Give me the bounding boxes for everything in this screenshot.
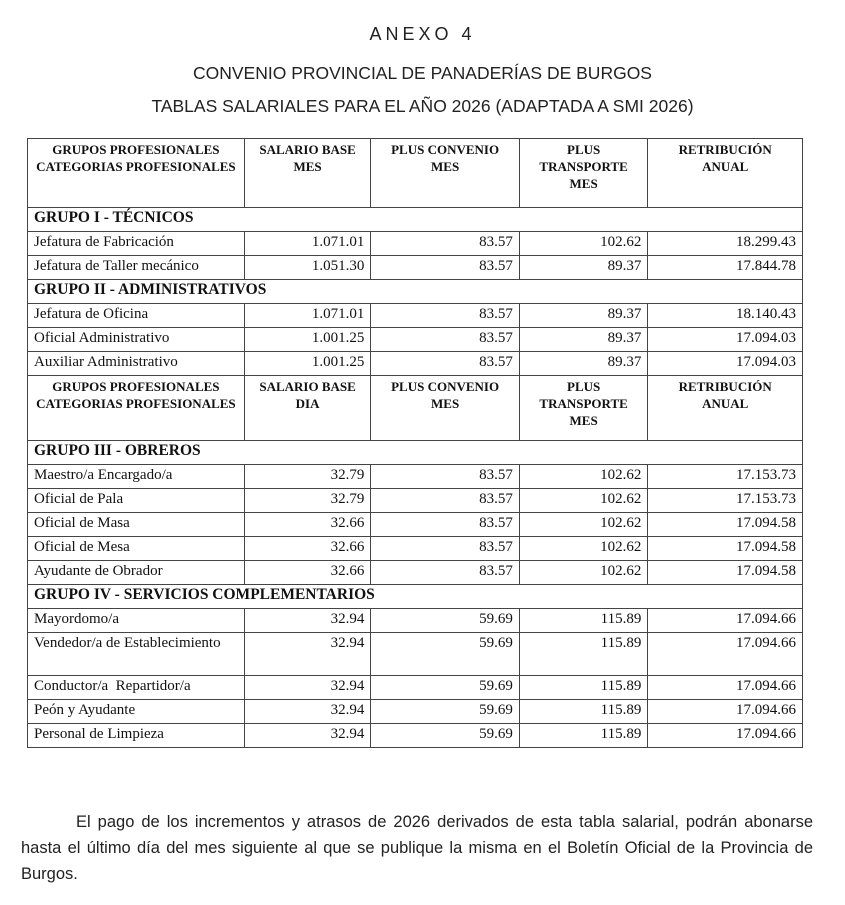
table-row — [28, 609, 803, 633]
document-subtitle: TABLAS SALARIALES PARA EL AÑO 2026 (ADAPTADA A SMI 2026) — [151, 96, 694, 116]
plus-transporte-cell: 89.37 — [519, 256, 647, 280]
table-row — [28, 352, 803, 376]
group-title: GRUPO IV - SERVICIOS COMPLEMENTARIOS — [28, 585, 803, 609]
category-cell: Oficial de Pala — [28, 489, 245, 513]
table-row — [28, 256, 803, 280]
salario-base-cell: 32.79 — [244, 465, 370, 489]
salario-base-cell: 32.94 — [244, 724, 370, 748]
table-row — [28, 232, 803, 256]
salario-base-cell: 1.071.01 — [244, 232, 370, 256]
category-cell: Vendedor/a de Establecimiento — [28, 633, 245, 676]
retribucion-anual-cell: 17.153.73 — [648, 489, 803, 513]
plus-convenio-cell: 83.57 — [371, 465, 520, 489]
group-row — [28, 280, 803, 304]
group-title: GRUPO III - OBREROS — [28, 441, 803, 465]
header-salario-base-dia: SALARIO BASE DIA — [244, 376, 370, 441]
plus-convenio-cell: 83.57 — [371, 513, 520, 537]
category-cell: Jefatura de Fabricación — [28, 232, 245, 256]
plus-convenio-cell: 59.69 — [371, 724, 520, 748]
plus-transporte-cell: 115.89 — [519, 609, 647, 633]
plus-transporte-cell: 102.62 — [519, 489, 647, 513]
retribucion-anual-cell: 17.094.58 — [648, 513, 803, 537]
salario-base-cell: 32.66 — [244, 561, 370, 585]
table-row — [28, 465, 803, 489]
salary-table — [27, 138, 803, 748]
category-cell: Peón y Ayudante — [28, 700, 245, 724]
plus-convenio-cell: 59.69 — [371, 676, 520, 700]
category-cell: Oficial de Mesa — [28, 537, 245, 561]
plus-transporte-cell: 115.89 — [519, 633, 647, 676]
group-title: GRUPO I - TÉCNICOS — [28, 208, 803, 232]
plus-transporte-cell: 89.37 — [519, 328, 647, 352]
category-cell: Ayudante de Obrador — [28, 561, 245, 585]
plus-transporte-cell: 89.37 — [519, 352, 647, 376]
table-header-daily — [28, 376, 803, 441]
group-row — [28, 208, 803, 232]
salario-base-cell: 32.66 — [244, 537, 370, 561]
category-cell: Personal de Limpieza — [28, 724, 245, 748]
plus-convenio-cell: 59.69 — [371, 609, 520, 633]
plus-transporte-cell: 115.89 — [519, 676, 647, 700]
retribucion-anual-cell: 17.094.03 — [648, 328, 803, 352]
retribucion-anual-cell: 17.094.66 — [648, 724, 803, 748]
retribucion-anual-cell: 17.094.58 — [648, 561, 803, 585]
table-row — [28, 700, 803, 724]
plus-convenio-cell: 83.57 — [371, 328, 520, 352]
header-plus-transporte: PLUS TRANSPORTE MES — [519, 376, 647, 441]
plus-convenio-cell: 83.57 — [371, 232, 520, 256]
header-salario-base: SALARIO BASE MES — [244, 139, 370, 208]
table-row — [28, 633, 803, 676]
retribucion-anual-cell: 17.094.66 — [648, 633, 803, 676]
table-row — [28, 724, 803, 748]
salario-base-cell: 32.79 — [244, 489, 370, 513]
category-cell: Auxiliar Administrativo — [28, 352, 245, 376]
table-row — [28, 513, 803, 537]
plus-transporte-cell: 102.62 — [519, 513, 647, 537]
category-cell: Oficial de Masa — [28, 513, 245, 537]
table-row — [28, 304, 803, 328]
plus-convenio-cell: 83.57 — [371, 561, 520, 585]
retribucion-anual-cell: 18.140.43 — [648, 304, 803, 328]
header-retribucion-anual: RETRIBUCIÓN ANUAL — [648, 376, 803, 441]
plus-convenio-cell: 59.69 — [371, 700, 520, 724]
header-retribucion-anual: RETRIBUCIÓN ANUAL — [648, 139, 803, 208]
category-cell: Oficial Administrativo — [28, 328, 245, 352]
plus-convenio-cell: 59.69 — [371, 633, 520, 676]
plus-transporte-cell: 102.62 — [519, 232, 647, 256]
table-row — [28, 328, 803, 352]
header-category: GRUPOS PROFESIONALES CATEGORIAS PROFESIONALES — [28, 139, 245, 208]
plus-transporte-cell: 115.89 — [519, 700, 647, 724]
category-cell: Jefatura de Taller mecánico — [28, 256, 245, 280]
plus-transporte-cell: 115.89 — [519, 724, 647, 748]
category-cell: Mayordomo/a — [28, 609, 245, 633]
plus-transporte-cell: 102.62 — [519, 561, 647, 585]
salario-base-cell: 1.051.30 — [244, 256, 370, 280]
plus-transporte-cell: 102.62 — [519, 537, 647, 561]
retribucion-anual-cell: 18.299.43 — [648, 232, 803, 256]
table-row — [28, 676, 803, 700]
plus-convenio-cell: 83.57 — [371, 304, 520, 328]
plus-transporte-cell: 89.37 — [519, 304, 647, 328]
table-row — [28, 537, 803, 561]
header-plus-convenio: PLUS CONVENIO MES — [371, 376, 520, 441]
retribucion-anual-cell: 17.094.03 — [648, 352, 803, 376]
plus-transporte-cell: 102.62 — [519, 465, 647, 489]
plus-convenio-cell: 83.57 — [371, 537, 520, 561]
plus-convenio-cell: 83.57 — [371, 352, 520, 376]
retribucion-anual-cell: 17.094.66 — [648, 700, 803, 724]
category-cell: Jefatura de Oficina — [28, 304, 245, 328]
plus-convenio-cell: 83.57 — [371, 256, 520, 280]
salario-base-cell: 1.001.25 — [244, 352, 370, 376]
table-header-monthly — [28, 139, 803, 208]
category-cell: Conductor/a Repartidor/a — [28, 676, 245, 700]
salario-base-cell: 32.66 — [244, 513, 370, 537]
salario-base-cell: 32.94 — [244, 633, 370, 676]
annex-heading: ANEXO 4 — [369, 24, 476, 44]
retribucion-anual-cell: 17.094.58 — [648, 537, 803, 561]
payment-note: El pago de los incrementos y atrasos de 2026 derivados de esta tabla salarial, podrán abonarse hasta el último día del mes siguiente al que se publique la misma en el Boletín Oficial de la Provincia de Burgos. — [21, 812, 813, 883]
document-title: CONVENIO PROVINCIAL DE PANADERÍAS DE BURGOS — [193, 63, 652, 83]
salario-base-cell: 1.001.25 — [244, 328, 370, 352]
salario-base-cell: 1.071.01 — [244, 304, 370, 328]
salario-base-cell: 32.94 — [244, 609, 370, 633]
group-row — [28, 441, 803, 465]
group-title: GRUPO II - ADMINISTRATIVOS — [28, 280, 803, 304]
table-row — [28, 561, 803, 585]
header-category: GRUPOS PROFESIONALES CATEGORIAS PROFESIONALES — [28, 376, 245, 441]
salario-base-cell: 32.94 — [244, 676, 370, 700]
plus-convenio-cell: 83.57 — [371, 489, 520, 513]
group-row — [28, 585, 803, 609]
header-plus-transporte: PLUS TRANSPORTE MES — [519, 139, 647, 208]
category-cell: Maestro/a Encargado/a — [28, 465, 245, 489]
salario-base-cell: 32.94 — [244, 700, 370, 724]
table-row — [28, 489, 803, 513]
retribucion-anual-cell: 17.153.73 — [648, 465, 803, 489]
retribucion-anual-cell: 17.844.78 — [648, 256, 803, 280]
header-plus-convenio: PLUS CONVENIO MES — [371, 139, 520, 208]
retribucion-anual-cell: 17.094.66 — [648, 609, 803, 633]
retribucion-anual-cell: 17.094.66 — [648, 676, 803, 700]
